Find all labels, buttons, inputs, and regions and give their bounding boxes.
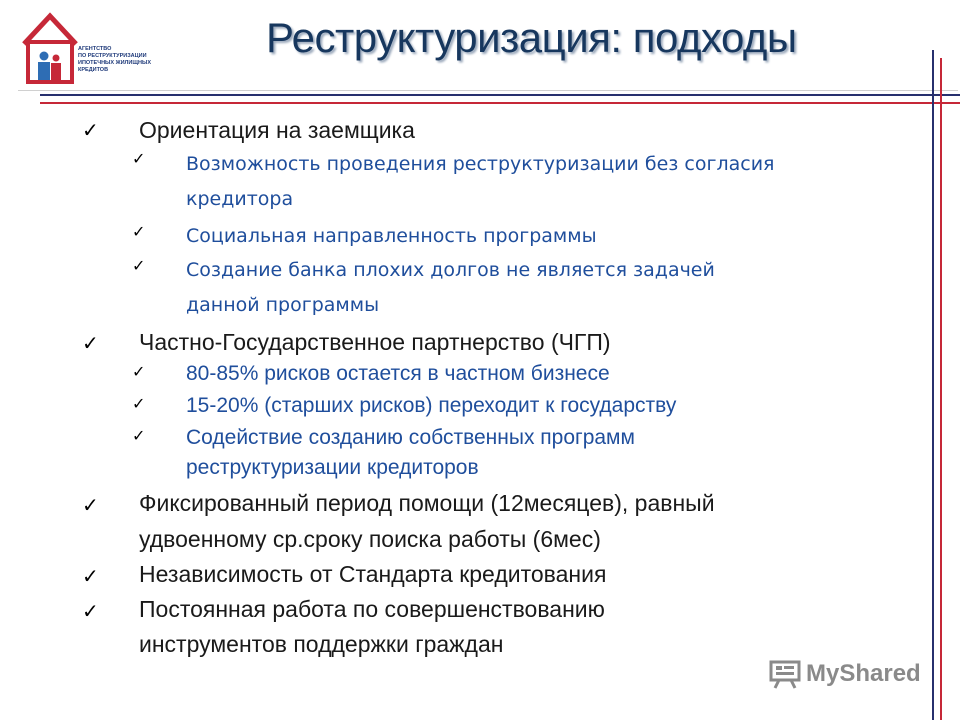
list-item-text: инструментов поддержки граждан [139,631,504,657]
sub-item-text: 80-85% рисков остается в частном бизнесе [186,362,610,385]
sub-item-text: данной программы [186,294,380,316]
logo-line: ИПОТЕЧНЫХ ЖИЛИЩНЫХ [78,60,151,66]
check-icon: ✓ [82,118,99,142]
presentation-screen-icon [768,657,802,691]
list-item-text: Частно-Государственное партнерство (ЧГП) [139,329,611,355]
list-item-text: Постоянная работа по совершенствованию [139,596,605,622]
check-icon: ✓ [132,426,146,445]
sub-item-text: реструктуризации кредиторов [186,456,479,479]
check-icon: ✓ [82,599,99,623]
check-icon: ✓ [132,256,146,275]
sub-item-text: 15-20% (старших рисков) переходит к государству [186,394,677,417]
slide-title: Реструктуризация: подходы [266,14,797,61]
sub-item-text: Создание банка плохих долгов не является задачей [186,259,715,281]
check-icon: ✓ [82,493,99,517]
sub-item-text: кредитора [186,188,294,210]
list-item-text: Независимость от Стандарта кредитования [139,561,607,587]
sub-item-text: Социальная направленность программы [186,225,597,247]
check-icon: ✓ [132,362,146,381]
logo-line: ПО РЕСТРУКТУРИЗАЦИИ [78,53,147,59]
check-icon: ✓ [132,394,146,413]
list-item-text: Ориентация на заемщика [139,117,415,143]
watermark [768,656,921,692]
check-icon: ✓ [132,222,146,241]
sub-item-text: Возможность проведения реструктуризации без согласия [186,153,775,175]
check-icon: ✓ [132,149,146,168]
list-item-text: удвоенному ср.сроку поиска работы (6мес) [139,526,601,552]
watermark-text: MyShared [806,660,921,687]
logo-line: АГЕНТСТВО [78,46,112,52]
list-item-text: Фиксированный период помощи (12месяцев), равный [139,490,715,516]
check-icon: ✓ [82,564,99,588]
check-icon: ✓ [82,331,99,355]
sub-item-text: Содействие созданию собственных программ [186,426,635,449]
logo-line: КРЕДИТОВ [78,67,109,73]
